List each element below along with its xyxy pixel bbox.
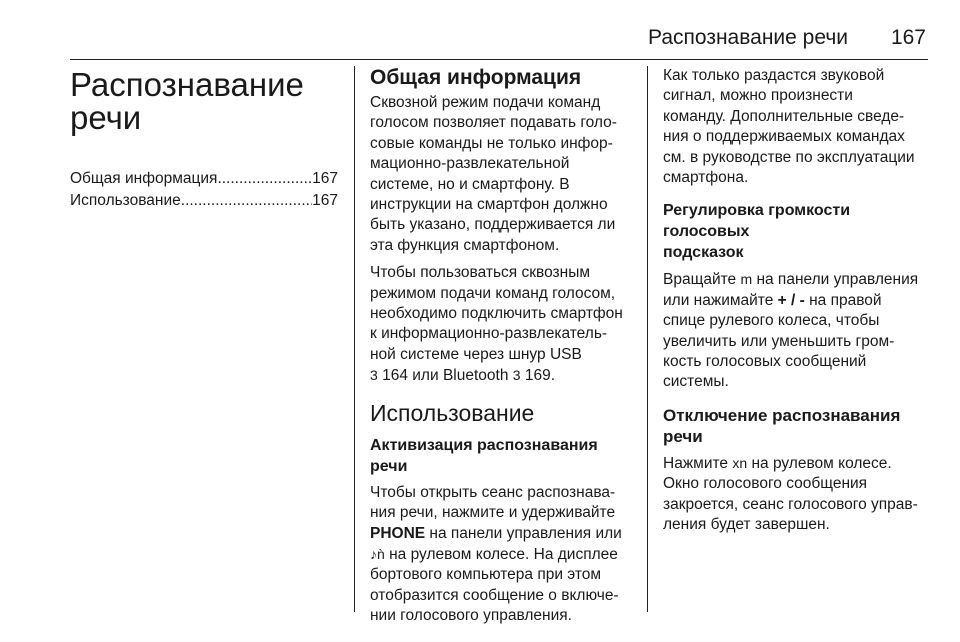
toc-leader <box>217 168 312 190</box>
section-heading-general: Общая информация <box>370 66 582 89</box>
paragraph: Чтобы пользоваться сквозным режимом подачи команд голосом, необходимо подключить смартфон к информационно-развлекатель- ной системе через шнур USB 3 164 или Bluetooth 3 169. <box>370 264 623 385</box>
subheading-off: Отключение распознавания речи <box>663 405 901 446</box>
header-rule <box>70 59 928 60</box>
plus-minus-label: + / - <box>777 291 805 309</box>
paragraph: Нажмите xn на рулевом колесе. Окно голосового сообщения закроется, сеанс голосового управ- ления будет завершен. <box>663 454 918 534</box>
paragraph: Как только раздастся звуковой сигнал, можно произнести команду. Дополнительные сведе- ния о поддерживаемых командах см. в руководстве по эксплуатации смартфона. <box>663 67 915 187</box>
chapter-column <box>70 66 338 212</box>
column-divider <box>647 66 648 612</box>
page-number: 167 <box>890 26 926 49</box>
voice-button-icon: ♪ǹ <box>370 545 385 562</box>
toc-entry-page: 167 <box>312 170 338 187</box>
column-divider <box>354 66 355 612</box>
volume-knob-icon: m <box>740 271 753 288</box>
phone-key-label: PHONE <box>370 524 426 542</box>
content-column-middle <box>370 66 635 634</box>
toc-entry-usage[interactable] <box>70 190 338 212</box>
paragraph: Вращайте m на панели управления или нажимайте + / - на правой спице рулевого колеса, чтобы увеличить или уменьшить гром- кость голосовых сообщений системы. <box>663 271 919 391</box>
paragraph: Сквозной режим подачи команд голосом позволяет подавать голо- совые команды не только инфор- мационно-развлекательной системе, но и смартфону. В инструкции на смартфон должно быть указано, поддерживается ли эта функция смартфоном. <box>370 94 617 254</box>
content-column-right <box>663 66 931 543</box>
section-heading-usage: Использование <box>370 399 535 426</box>
running-title: Распознавание речи <box>648 26 848 49</box>
toc-entry-label: Использование <box>70 192 181 209</box>
subheading-activate: Активизация распознавания речи <box>370 436 598 475</box>
toc-entry-general[interactable] <box>70 168 338 190</box>
paragraph: Чтобы открыть сеанс распознава- ния речи, нажмите и удерживайте PHONE на панели управления или ♪ǹ на рулевом колесе. На дисплее бортового компьютера при этом отобразится сообщение о включе- нии голосового управления. <box>370 483 622 625</box>
page-header <box>70 26 928 60</box>
chapter-title: Распознавание речи <box>70 66 304 136</box>
voice-off-icon: xn <box>732 454 748 471</box>
toc-entry-label: Общая информация <box>70 170 218 187</box>
toc-leader <box>181 190 312 212</box>
toc-entry-page: 167 <box>312 192 338 209</box>
page-reference-icon[interactable]: 3 <box>512 367 521 384</box>
subheading-volume: Регулировка громкости голосовых подсказок <box>663 202 851 262</box>
page-reference-icon[interactable]: 3 <box>370 367 378 384</box>
